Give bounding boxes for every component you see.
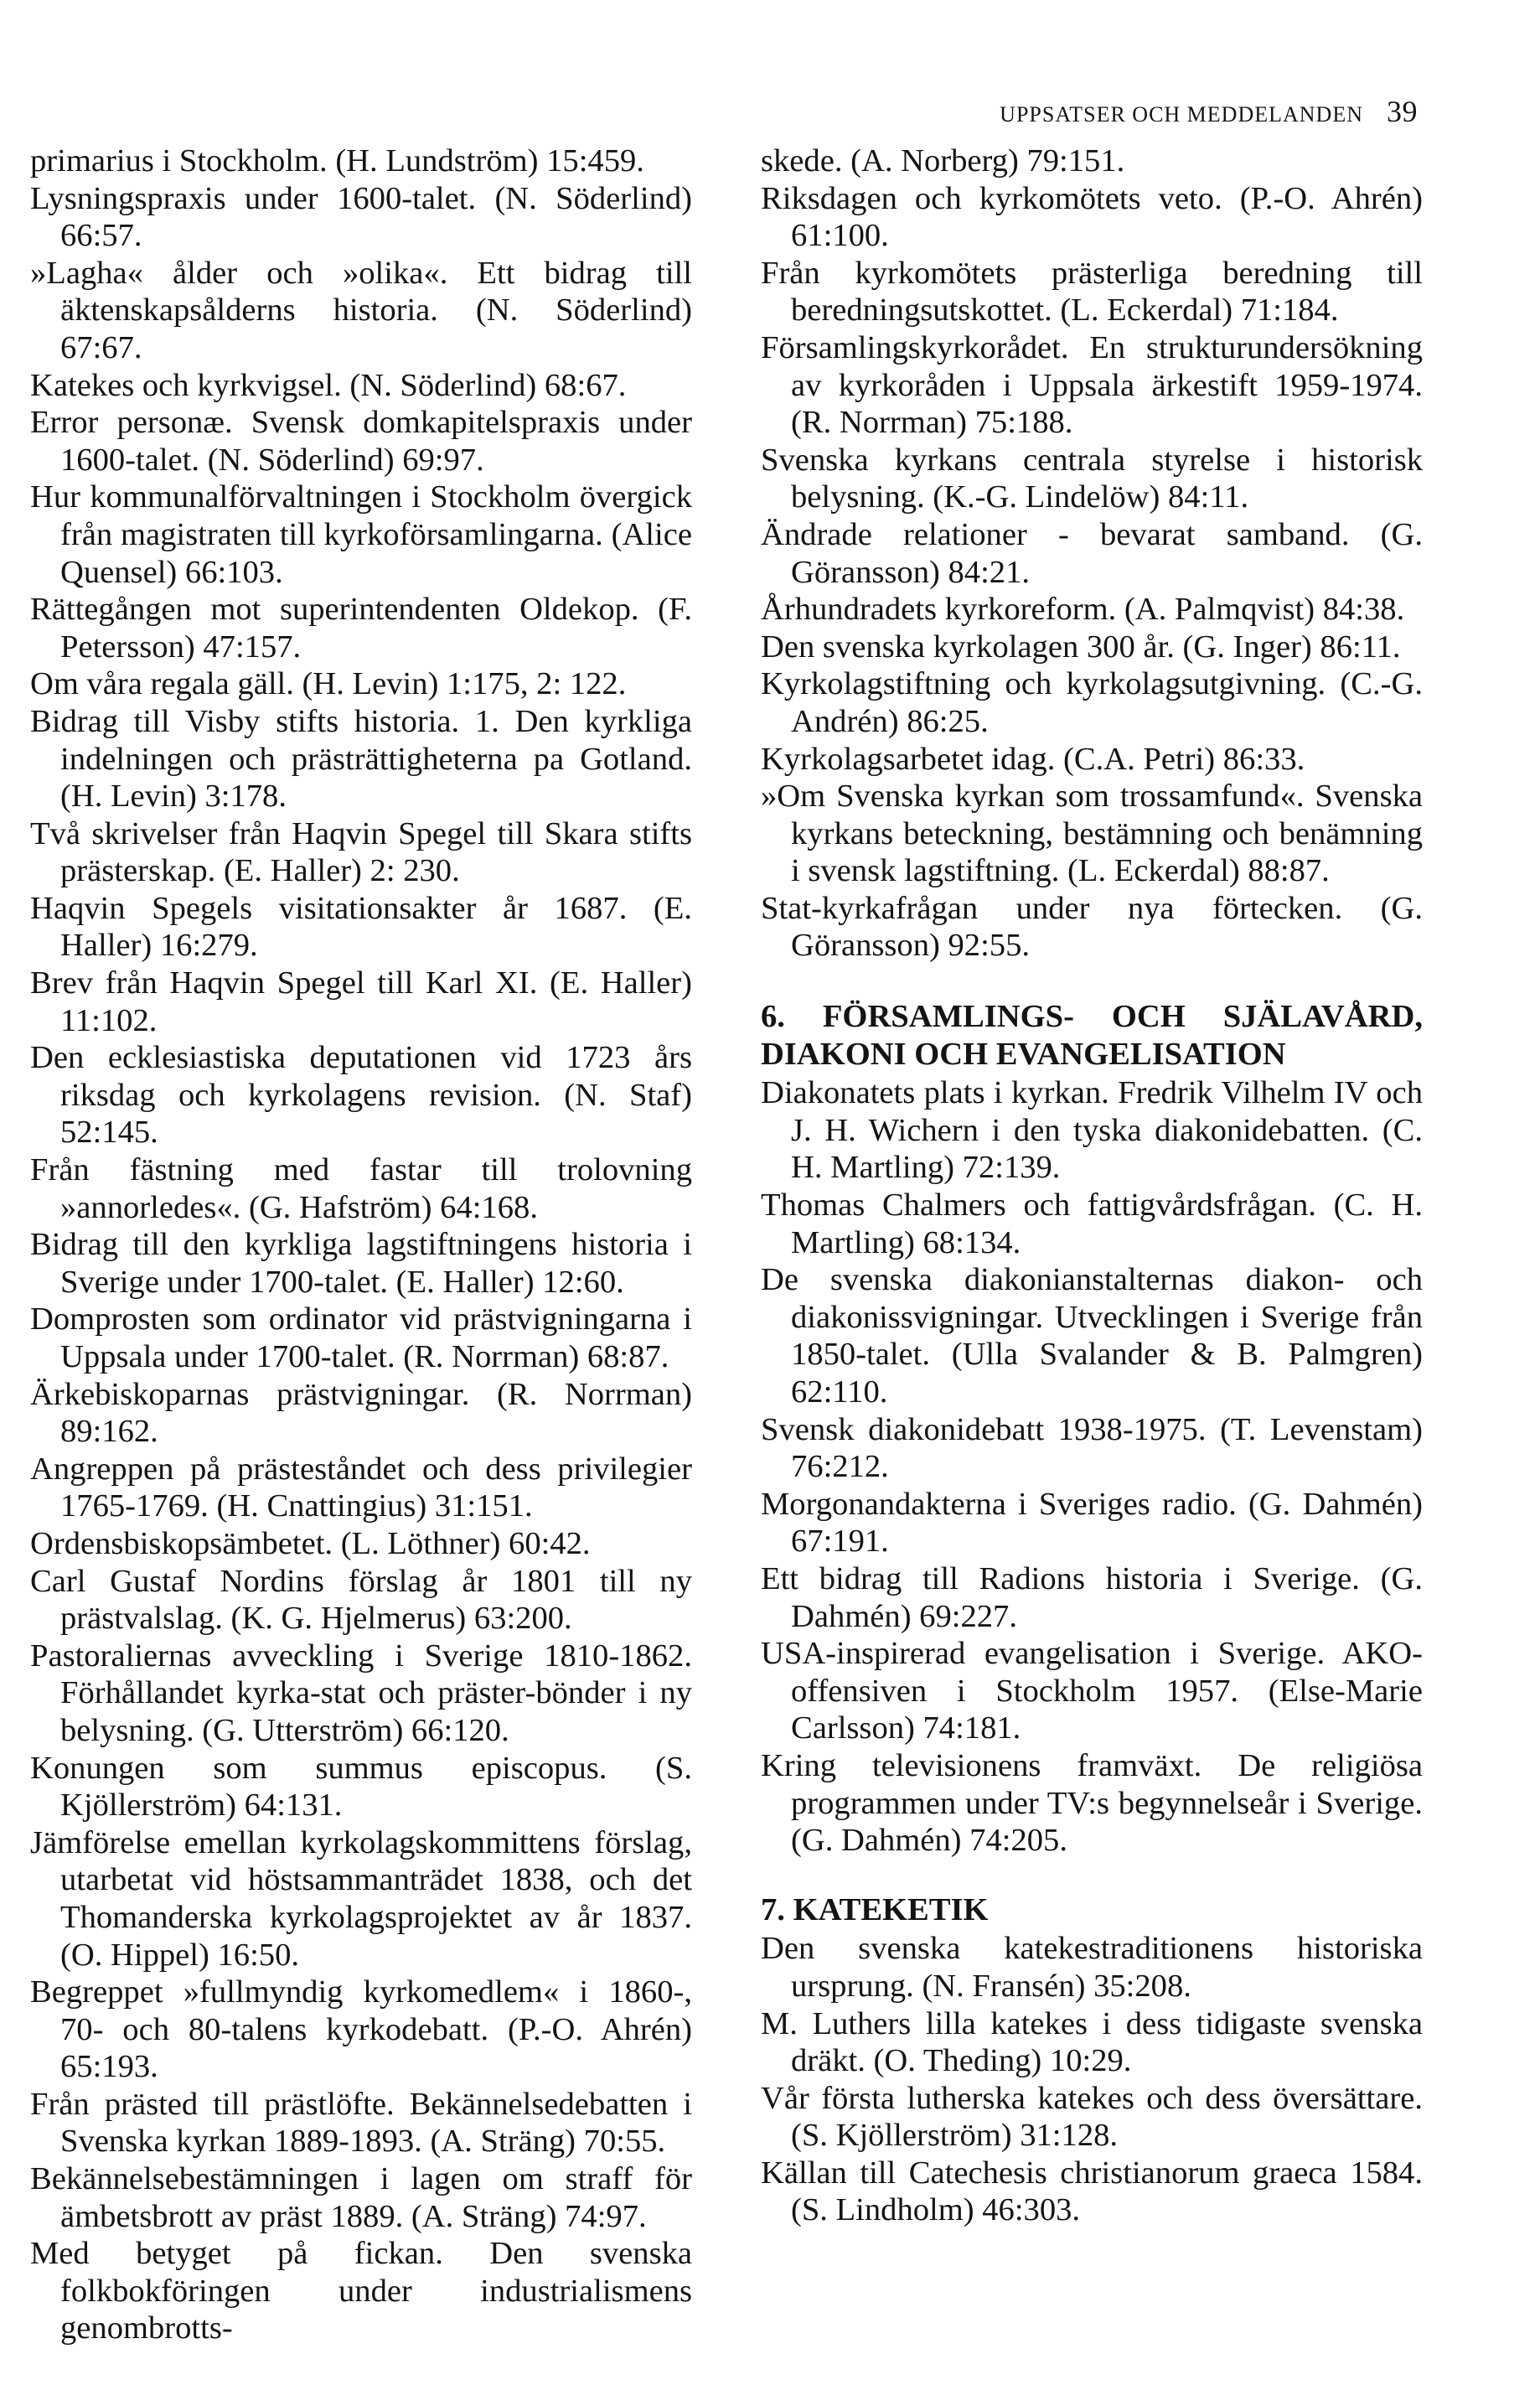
bibliography-entry: Bekännelsebestämningen i lagen om straff för ämbetsbrott av präst 1889. (A. Sträng) 74:97.	[30, 2161, 692, 2234]
section-heading-7: 7. KATEKETIK	[761, 1891, 989, 1927]
bibliography-entry: Begreppet »fullmyndig kyrkomedlem« i 1860-, 70- och 80-talens kyrkodebatt. (P.-O. Ahrén) 65:193.	[30, 1974, 692, 2085]
bibliography-entry: Rättegången mot superintendenten Oldekop. (F. Petersson) 47:157.	[30, 592, 692, 665]
bibliography-entry: Riksdagen och kyrkomötets veto. (P.-O. Ahrén) 61:100.	[761, 180, 1423, 254]
bibliography-entry: Kyrkolagsarbetet idag. (C.A. Petri) 86:33.	[761, 741, 1305, 777]
bibliography-entry: Ändrade relationer - bevarat samband. (G. Göransson) 84:21.	[761, 516, 1423, 590]
bibliography-entry: »Lagha« ålder och »olika«. Ett bidrag till äktenskapsålderns historia. (N. Söderlind) 67:67.	[30, 255, 692, 365]
bibliography-entry: Hur kommunalförvaltningen i Stockholm övergick från magistraten till kyrkoförsamlingarna. (Alice Quensel) 66:103.	[30, 479, 692, 590]
bibliography-entry: Lysningspraxis under 1600-talet. (N. Söderlind) 66:57.	[30, 180, 692, 254]
bibliography-entry: primarius i Stockholm. (H. Lundström) 15:459.	[30, 143, 644, 178]
bibliography-entry: Konungen som summus episcopus. (S. Kjöllerström) 64:131.	[30, 1750, 692, 1824]
section-heading-6: 6. FÖRSAMLINGS- OCH SJÄLAVÅRD, DIAKONI OCH EVANGELISATION	[761, 999, 1423, 1072]
bibliography-entry: Svensk diakonidebatt 1938-1975. (T. Levenstam) 76:212.	[761, 1411, 1423, 1485]
bibliography-entry: Ett bidrag till Radions historia i Sverige. (G. Dahmén) 69:227.	[761, 1560, 1423, 1634]
bibliography-entry: M. Luthers lilla katekes i dess tidigaste svenska dräkt. (O. Theding) 10:29.	[761, 2005, 1423, 2079]
bibliography-entry: Vår första lutherska katekes och dess översättare. (S. Kjöllerström) 31:128.	[761, 2080, 1423, 2154]
bibliography-entry: Brev från Haqvin Spegel till Karl XI. (E. Haller) 11:102.	[30, 965, 692, 1038]
bibliography-entry: Med betyget på fickan. Den svenska folkbokföringen under industrialismens genombrotts-	[30, 2236, 692, 2346]
bibliography-entry: Svenska kyrkans centrala styrelse i historisk belysning. (K.-G. Lindelöw) 84:11.	[761, 442, 1423, 515]
bibliography-entry: Haqvin Spegels visitationsakter år 1687. (E. Haller) 16:279.	[30, 890, 692, 964]
bibliography-entry: Kyrkolagstiftning och kyrkolagsutgivning. (C.-G. Andrén) 86:25.	[761, 666, 1423, 739]
bibliography-entry: Morgonandakterna i Sveriges radio. (G. Dahmén) 67:191.	[761, 1486, 1423, 1560]
bibliography-entry: Domprosten som ordinator vid prästvigningarna i Uppsala under 1700-talet. (R. Norrman) 68:87.	[30, 1301, 692, 1374]
bibliography-entry: Den ecklesiastiska deputationen vid 1723 års riksdag och kyrkolagens revision. (N. Staf) 52:145.	[30, 1040, 692, 1151]
bibliography-entry: Angreppen på prästeståndet och dess privilegier 1765-1769. (H. Cnattingius) 31:151.	[30, 1451, 692, 1524]
bibliography-entry: Från kyrkomötets prästerliga beredning till beredningsutskottet. (L. Eckerdal) 71:184.	[761, 255, 1423, 329]
bibliography-entry: Stat-kyrkafrågan under nya förtecken. (G. Göransson) 92:55.	[761, 890, 1423, 964]
left-column	[30, 142, 692, 2347]
bibliography-entry: Jämförelse emellan kyrkolagskommittens förslag, utarbetat vid höstsammanträdet 1838, och det Thomanderska kyrkolagsprojektet av år 1837. (O. Hippel) 16:50.	[30, 1824, 692, 1973]
bibliography-entry: De svenska diakonianstalternas diakon- och diakonissvigningar. Utvecklingen i Sverige från 1850-talet. (Ulla Svalander & B. Palmgren) 62:110.	[761, 1262, 1423, 1410]
running-title: UPPSATSER OCH MEDDELANDEN	[1000, 102, 1363, 127]
running-head	[1000, 94, 1418, 129]
bibliography-entry: USA-inspirerad evangelisation i Sverige. AKO-offensiven i Stockholm 1957. (Else-Marie Carlsson) 74:181.	[761, 1636, 1423, 1746]
right-column	[761, 142, 1423, 2229]
bibliography-entry: Källan till Catechesis christianorum graeca 1584. (S. Lindholm) 46:303.	[761, 2155, 1423, 2228]
bibliography-entry: Pastoraliernas avveckling i Sverige 1810-1862. Förhållandet kyrka-stat och präster-bönder i ny belysning. (G. Utterström) 66:120.	[30, 1637, 692, 1748]
bibliography-entry: »Om Svenska kyrkan som trossamfund«. Svenska kyrkans beteckning, bestämning och benämning i svensk lagstiftning. (L. Eckerdal) 88:87.	[761, 779, 1423, 889]
bibliography-entry: Två skrivelser från Haqvin Spegel till Skara stifts prästerskap. (E. Haller) 2: 230.	[30, 815, 692, 889]
bibliography-entry: Den svenska katekestraditionens historiska ursprung. (N. Fransén) 35:208.	[761, 1931, 1423, 2004]
bibliography-entry: Ärkebiskoparnas prästvigningar. (R. Norrman) 89:162.	[30, 1376, 692, 1450]
bibliography-entry: Församlingskyrkorådet. En strukturundersökning av kyrkoråden i Uppsala ärkestift 1959-1974. (R. Norrman) 75:188.	[761, 329, 1423, 441]
bibliography-entry: Bidrag till den kyrkliga lagstiftningens historia i Sverige under 1700-talet. (E. Haller) 12:60.	[30, 1227, 692, 1300]
bibliography-entry: Århundradets kyrkoreform. (A. Palmqvist) 84:38.	[761, 592, 1405, 628]
bibliography-entry: Kring televisionens framväxt. De religiösa programmen under TV:s begynnelseår i Sverige. (G. Dahmén) 74:205.	[761, 1747, 1423, 1859]
bibliography-entry: skede. (A. Norberg) 79:151.	[761, 143, 1125, 178]
bibliography-entry: Carl Gustaf Nordins förslag år 1801 till ny prästvalslag. (K. G. Hjelmerus) 63:200.	[30, 1563, 692, 1637]
bibliography-entry: Diakonatets plats i kyrkan. Fredrik Vilhelm IV och J. H. Wichern i den tyska diakonidebatten. (C. H. Martling) 72:139.	[761, 1075, 1423, 1186]
bibliography-entry: Thomas Chalmers och fattigvårdsfrågan. (C. H. Martling) 68:134.	[761, 1187, 1423, 1260]
bibliography-entry: Den svenska kyrkolagen 300 år. (G. Inger) 86:11.	[761, 629, 1401, 665]
bibliography-entry: Error personæ. Svensk domkapitelspraxis under 1600-talet. (N. Söderlind) 69:97.	[30, 405, 692, 478]
bibliography-entry: Bidrag till Visby stifts historia. 1. Den kyrkliga indelningen och prästrättigheterna pa Gotland. (H. Levin) 3:178.	[30, 703, 692, 815]
bibliography-entry: Om våra regala gäll. (H. Levin) 1:175, 2: 122.	[30, 666, 627, 702]
page-number: 39	[1387, 95, 1418, 128]
bibliography-entry: Från prästed till prästlöfte. Bekännelsedebatten i Svenska kyrkan 1889-1893. (A. Sträng) 70:55.	[30, 2086, 692, 2160]
bibliography-entry: Från fästning med fastar till trolovning »annorledes«. (G. Hafström) 64:168.	[30, 1152, 692, 1225]
bibliography-entry: Katekes och kyrkvigsel. (N. Söderlind) 68:67.	[30, 367, 627, 403]
bibliography-entry: Ordensbiskopsämbetet. (L. Löthner) 60:42.	[30, 1525, 591, 1561]
